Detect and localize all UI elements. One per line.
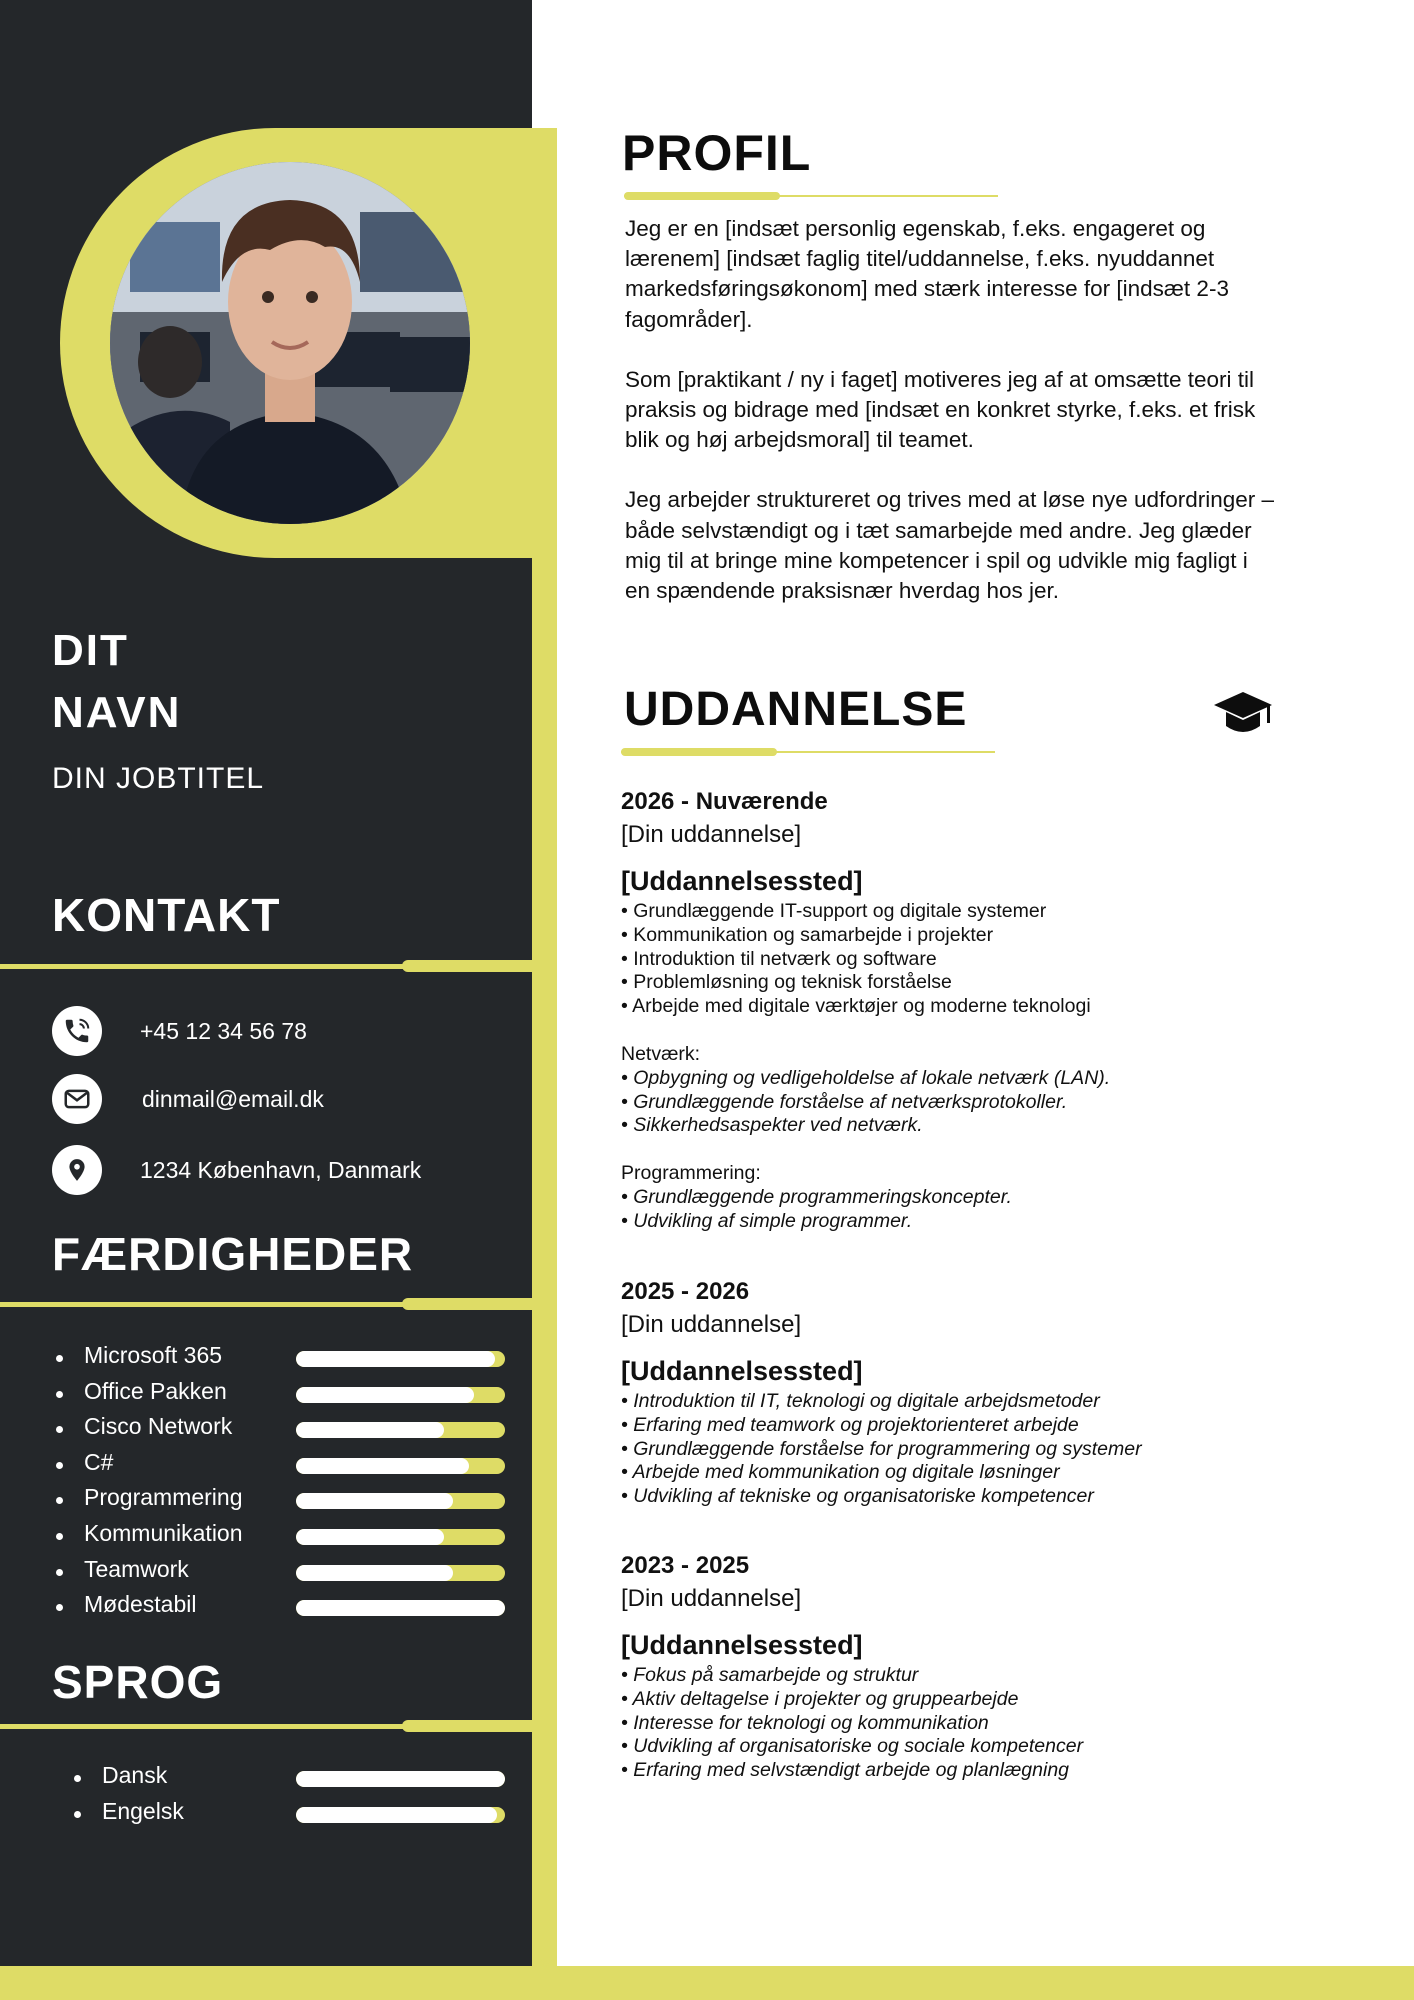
education-entry — [621, 1276, 1321, 1509]
bullet-dot — [74, 1775, 81, 1782]
skill-level-bar — [296, 1493, 505, 1509]
skill-label: Kommunikation — [84, 1519, 243, 1546]
education-bullet: • Erfaring med selvstændigt arbejde og planlægning — [621, 1759, 1070, 1782]
education-bullet: • Grundlæggende forståelse af netværksprotokoller. — [621, 1090, 1068, 1113]
education-bullet: • Arbejde med kommunikation og digitale løsninger — [621, 1461, 1060, 1484]
education-bullet: • Grundlæggende IT-support og digitale systemer — [621, 900, 1047, 922]
bullet-dot — [74, 1811, 81, 1818]
education-entry — [621, 1550, 1321, 1783]
profile-photo — [110, 162, 470, 524]
education-program: [Din uddannelse] — [621, 1585, 802, 1612]
education-bullet: • Udvikling af tekniske og organisatoriske kompetencer — [621, 1485, 1094, 1508]
education-bullet: • Udvikling af organisatoriske og sociale kompetencer — [621, 1735, 1084, 1758]
address: 1234 København, Danmark — [140, 1156, 422, 1183]
bullet-dot — [56, 1533, 63, 1540]
languages-heading: SPROG — [52, 1656, 224, 1708]
phone-icon — [52, 1006, 102, 1056]
skill-level-bar — [296, 1351, 505, 1367]
education-bullet: • Interesse for teknologi og kommunikation — [621, 1711, 989, 1734]
skill-level-bar — [296, 1422, 505, 1438]
skill-level-fill — [296, 1807, 497, 1823]
skill-level-bar — [296, 1807, 505, 1823]
bottom-accent-bar — [0, 1966, 1414, 2000]
contact-email — [52, 1074, 324, 1124]
education-period: 2025 - 2026 — [621, 1278, 750, 1305]
skill-label: Cisco Network — [84, 1413, 233, 1440]
location-pin-icon — [52, 1145, 102, 1195]
skill-label: Mødestabil — [84, 1591, 197, 1618]
person-name — [52, 620, 181, 744]
skill-level-bar — [296, 1565, 505, 1581]
profile-text — [625, 214, 1275, 636]
education-program: [Din uddannelse] — [621, 1311, 802, 1338]
education-bullet: • Arbejde med digitale værktøjer og moderne teknologi — [621, 995, 1091, 1018]
bullet-dot — [56, 1462, 63, 1469]
skills-heading: FÆRDIGHEDER — [52, 1228, 414, 1280]
skill-level-fill — [296, 1458, 469, 1474]
education-bullet: • Sikkerhedsaspekter ved netværk. — [621, 1114, 923, 1137]
skill-label: C# — [84, 1448, 114, 1475]
job-title: DIN JOBTITEL — [52, 762, 265, 795]
education-bullet: • Introduktion til netværk og software — [621, 947, 937, 970]
education-school: [Uddannelsessted] — [621, 1356, 863, 1386]
profile-heading: PROFIL — [622, 125, 812, 181]
skills-divider — [0, 1298, 532, 1310]
education-school: [Uddannelsessted] — [621, 866, 863, 896]
skill-label: Engelsk — [102, 1797, 184, 1824]
education-bullet: • Fokus på samarbejde og struktur — [621, 1664, 919, 1686]
education-school: [Uddannelsessted] — [621, 1630, 863, 1660]
education-bullet: • Opbygning og vedligeholdelse af lokale netværk (LAN). — [621, 1066, 1111, 1089]
education-bullet: • Grundlæggende forståelse for programmering og systemer — [621, 1437, 1142, 1460]
contact-address — [52, 1145, 422, 1195]
education-subheading: Programmering: — [621, 1162, 761, 1185]
education-bullet: • Kommunikation og samarbejde i projekter — [621, 923, 994, 946]
skill-label: Programmering — [84, 1484, 243, 1511]
languages-divider — [0, 1720, 532, 1732]
skill-level-bar — [296, 1387, 505, 1403]
skill-level-fill — [296, 1565, 453, 1581]
education-period: 2023 - 2025 — [621, 1552, 750, 1579]
profile-paragraph: Jeg arbejder struktureret og trives med at løse nye udfordringer – både selvstændigt og i tæt samarbejde med andre. Jeg glæder mig til at bringe mine kompetencer i spil og udvikle mig fagligt i en spændende praksisnær hverdag hos jer. — [625, 487, 1275, 604]
bullet-dot — [56, 1355, 63, 1362]
mail-icon — [52, 1074, 102, 1124]
skill-level-fill — [296, 1600, 505, 1616]
education-bullet: • Introduktion til IT, teknologi og digitale arbejdsmetoder — [621, 1390, 1100, 1412]
education-bullet: • Aktiv deltagelse i projekter og gruppearbejde — [621, 1687, 1019, 1710]
skill-label: Microsoft 365 — [84, 1342, 223, 1368]
skill-level-fill — [296, 1351, 495, 1367]
education-bullet: • Erfaring med teamwork og projektorienteret arbejde — [621, 1413, 1079, 1436]
skill-level-bar — [296, 1529, 505, 1545]
accent-strip — [532, 558, 557, 2000]
phone-number: +45 12 34 56 78 — [140, 1017, 307, 1044]
education-bullet: • Udvikling af simple programmer. — [621, 1209, 913, 1232]
education-program: [Din uddannelse] — [621, 821, 802, 848]
contact-heading: KONTAKT — [52, 889, 281, 941]
education-heading: UDDANNELSE — [624, 683, 968, 736]
education-entry — [621, 786, 1321, 1234]
skill-level-bar — [296, 1771, 505, 1787]
bullet-dot — [56, 1391, 63, 1398]
name-line-2: NAVN — [52, 688, 182, 737]
contact-phone — [52, 1006, 307, 1056]
skill-level-fill — [296, 1422, 444, 1438]
education-subheading: Netværk: — [621, 1042, 701, 1065]
contact-divider — [0, 960, 532, 972]
skill-level-fill — [296, 1771, 505, 1787]
name-line-1: DIT — [52, 626, 129, 675]
skill-level-fill — [296, 1493, 453, 1509]
skill-level-bar — [296, 1600, 505, 1616]
email-address: dinmail@email.dk — [142, 1085, 324, 1112]
profile-paragraph: Jeg er en [indsæt personlig egenskab, f.eks. engageret og lærenem] [indsæt faglig titel/uddannelse, f.eks. nyuddannet markedsføringsøkonom] med stærk interesse for [indsæt 2-3 fagområder]. — [625, 216, 1229, 332]
skill-label: Teamwork — [84, 1555, 189, 1582]
education-bullet: • Grundlæggende programmeringskoncepter. — [621, 1185, 1012, 1208]
education-period: 2026 - Nuværende — [621, 788, 828, 815]
profile-paragraph: Som [praktikant / ny i faget] motiveres jeg af at omsætte teori til praksis og bidrage med [indsæt en konkret styrke, f.eks. et frisk blik og høj arbejdsmoral] til teamet. — [625, 366, 1256, 453]
skill-label: Dansk — [102, 1762, 168, 1788]
graduation-cap-icon — [1212, 688, 1274, 745]
bullet-dot — [56, 1569, 63, 1576]
skill-level-bar — [296, 1458, 505, 1474]
skill-level-fill — [296, 1387, 474, 1403]
education-bullet: • Problemløsning og teknisk forståelse — [621, 971, 952, 994]
skill-level-fill — [296, 1529, 444, 1545]
skill-label: Office Pakken — [84, 1377, 227, 1404]
